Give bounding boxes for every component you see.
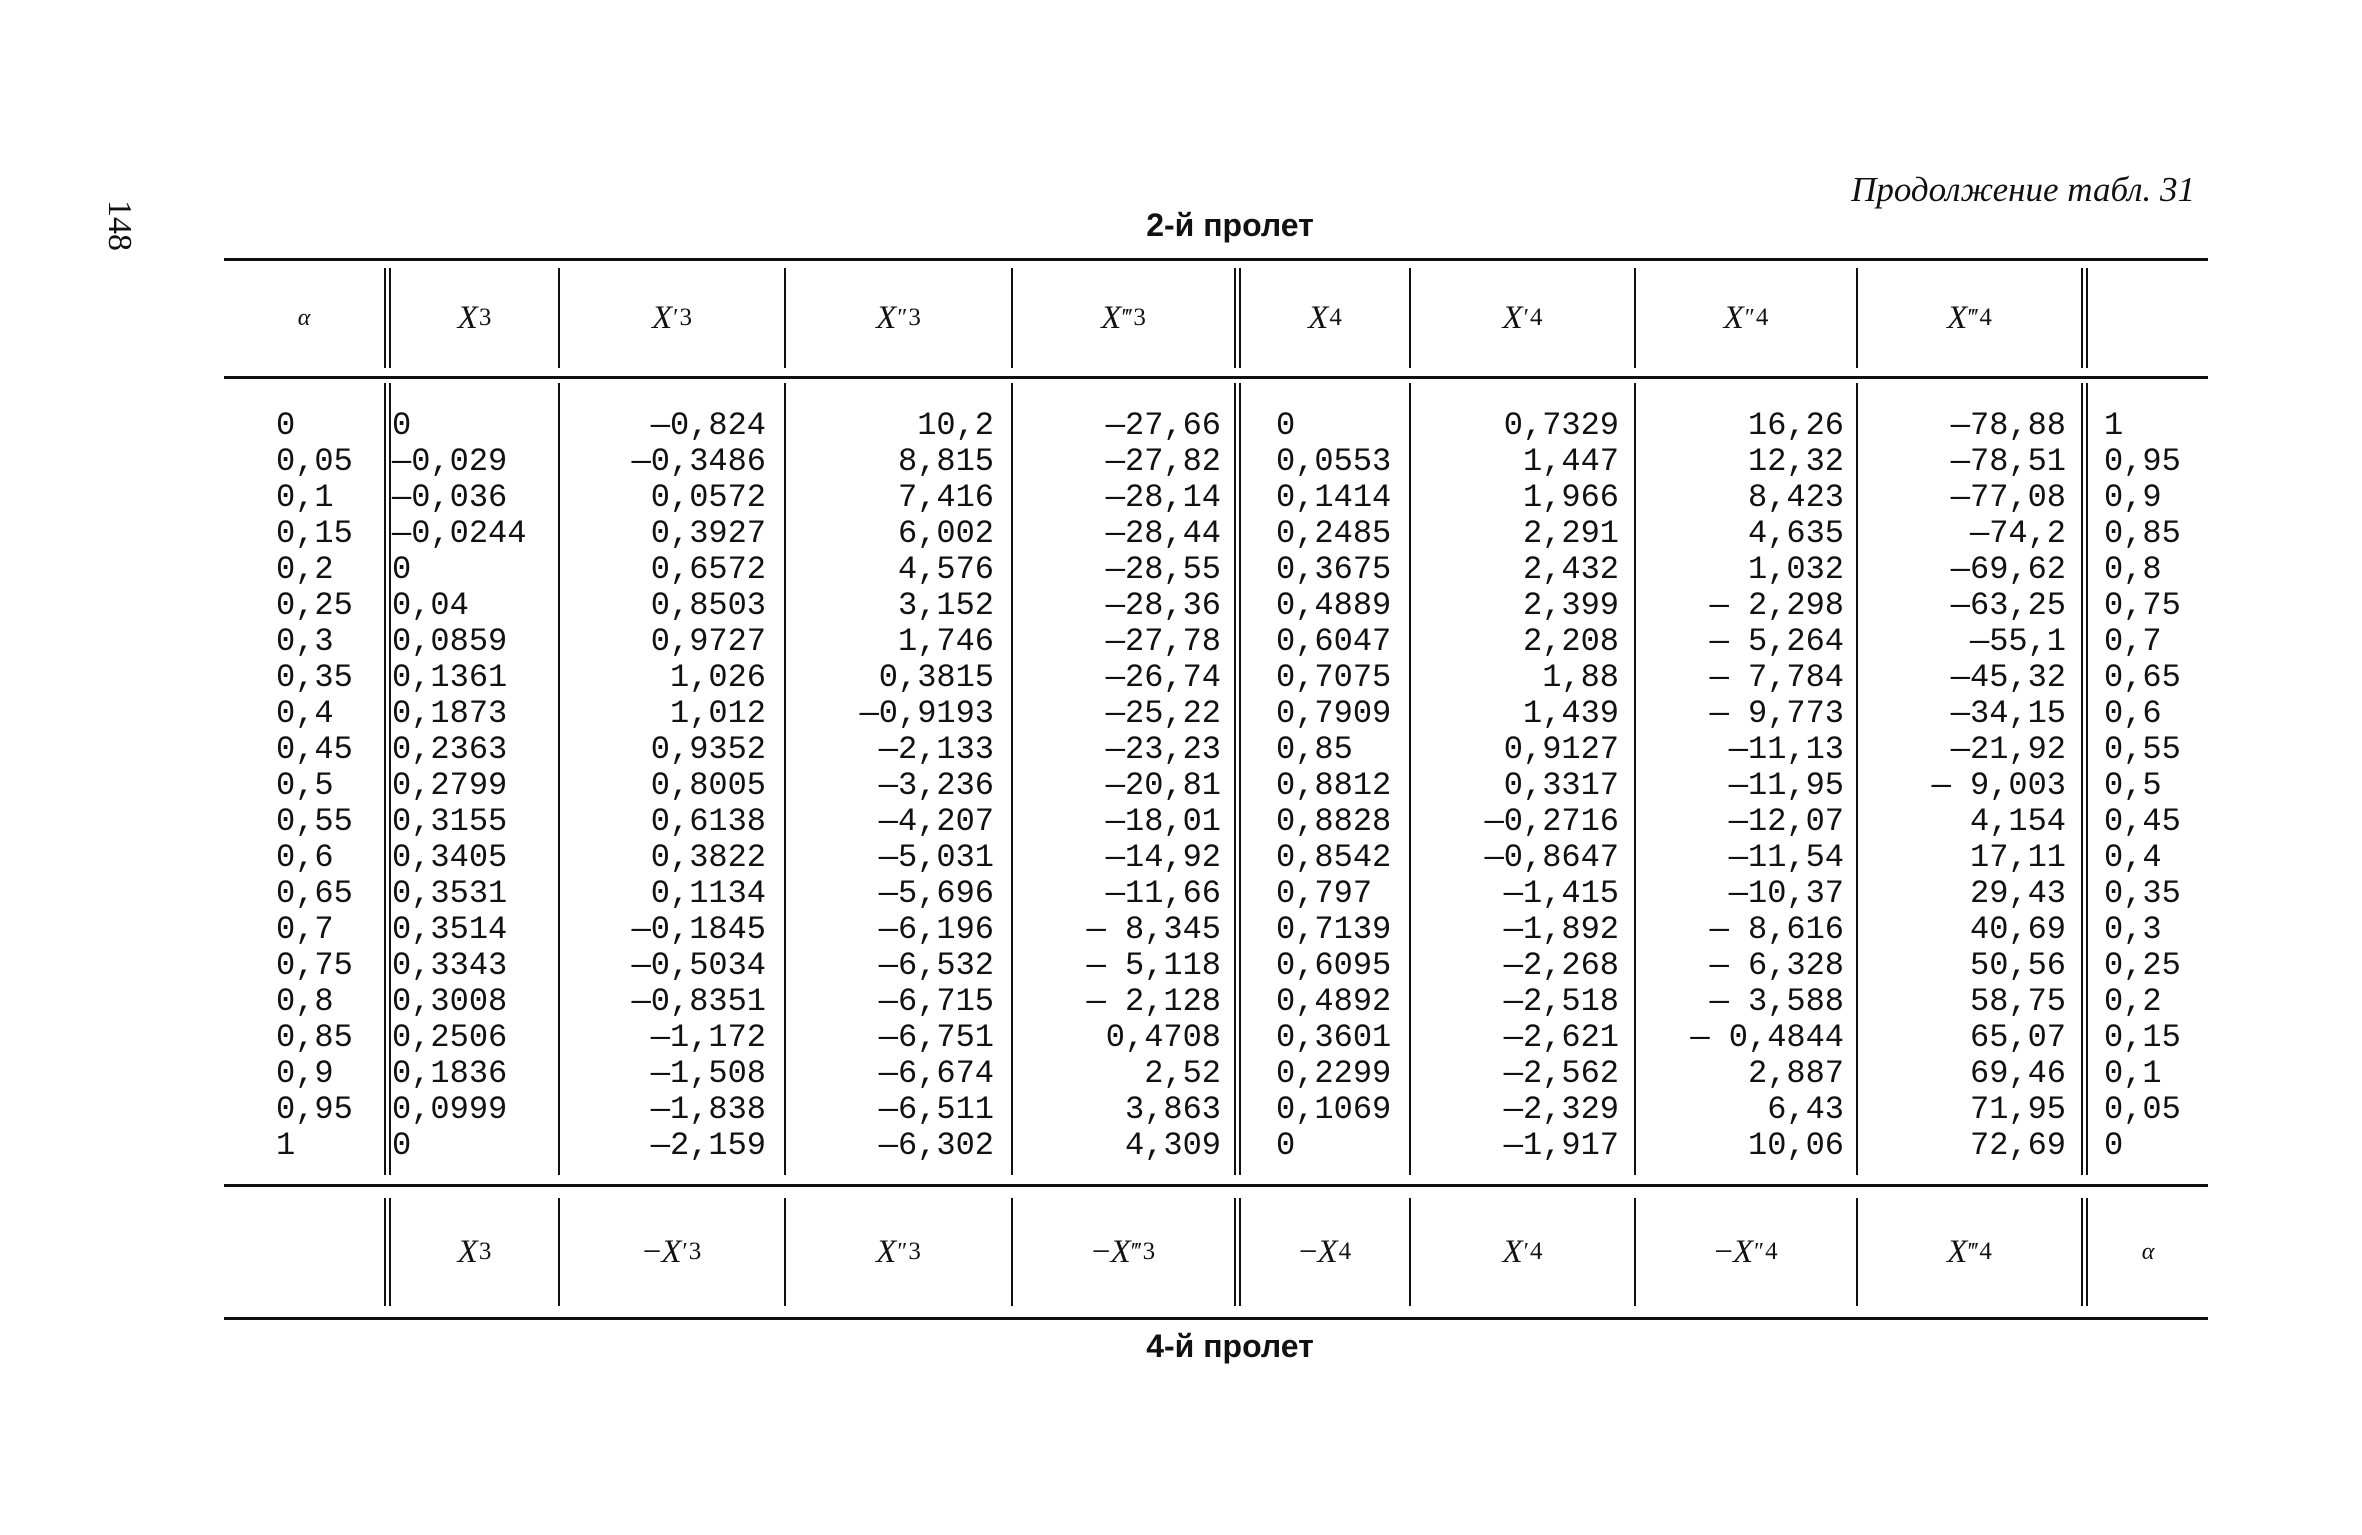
table-cell: 3,152: [897, 587, 994, 624]
table-cell: 72,69: [1969, 1127, 2066, 1164]
table-cell: —6,511: [878, 1091, 994, 1128]
header-x3: X 3: [457, 299, 492, 336]
span-title-top: 2-й пролет: [1146, 207, 1314, 243]
table-cell: 0,0572: [650, 479, 766, 516]
table-cell: 2,399: [1522, 587, 1619, 624]
table-cell: 0,3: [276, 623, 334, 660]
table-continuation-caption: Продолжение табл. 31: [1851, 170, 2195, 209]
column-alpha-reversed: [2104, 408, 2181, 1164]
table-cell: 12,32: [1747, 443, 1844, 480]
table-cell: —11,13: [1728, 731, 1844, 768]
header-x4: X 4: [1308, 299, 1342, 336]
table-cell: 1,746: [897, 623, 994, 660]
table-cell: —2,268: [1503, 947, 1619, 984]
table-cell: 0,0859: [392, 623, 508, 660]
column-divider: [2081, 268, 2088, 368]
column-x4-triple-prime: [1858, 408, 2066, 1164]
table-cell: 1: [2104, 407, 2124, 444]
table-cell: 4,154: [1969, 803, 2066, 840]
footer-neg-x4: − X 4: [1298, 1233, 1352, 1270]
table-cell: —28,55: [1105, 551, 1221, 588]
header-x4-double-prime: X ″ 4: [1723, 299, 1769, 336]
table-cell: 6,002: [897, 515, 994, 552]
table-cell: —28,14: [1105, 479, 1221, 516]
table-cell: —0,0244: [392, 515, 527, 552]
table-cell: 0,7075: [1276, 659, 1392, 696]
table-cell: —4,207: [878, 803, 994, 840]
table-cell: 0,2: [2104, 983, 2162, 1020]
table-cell: 0,3317: [1503, 767, 1619, 804]
table-cell: 2,291: [1522, 515, 1619, 552]
table-cell: 0,3927: [650, 515, 766, 552]
table-cell: 0,1069: [1276, 1091, 1392, 1128]
table-cell: 0: [1276, 1127, 1296, 1164]
table-cell: 0: [392, 551, 412, 588]
table-cell: —55,1: [1969, 623, 2066, 660]
column-x4-double-prime: [1636, 408, 1844, 1164]
table-cell: — 2,298: [1709, 587, 1844, 624]
table-cell: 17,11: [1969, 839, 2066, 876]
table-cell: 0,95: [276, 1091, 353, 1128]
table-cell: 0,1836: [392, 1055, 508, 1092]
footer-x4-triple-prime: X ‴ 4: [1947, 1233, 1992, 1270]
table-cell: 8,815: [897, 443, 994, 480]
table-cell: —6,751: [878, 1019, 994, 1056]
table-rule: [224, 376, 2208, 379]
table-cell: 1,439: [1522, 695, 1619, 732]
table-cell: 0,7329: [1503, 407, 1619, 444]
table-cell: 0,25: [276, 587, 353, 624]
table-cell: —27,66: [1105, 407, 1221, 444]
table-cell: 0,1: [2104, 1055, 2162, 1092]
table-rule: [224, 1184, 2208, 1187]
table-cell: —45,32: [1950, 659, 2066, 696]
data-table: [224, 258, 2208, 1320]
table-cell: 10,2: [917, 407, 994, 444]
table-cell: 0,6: [276, 839, 334, 876]
table-cell: —14,92: [1105, 839, 1221, 876]
table-cell: —10,37: [1728, 875, 1844, 912]
column-x4: [1276, 408, 1391, 1164]
table-cell: 0,9727: [650, 623, 766, 660]
table-cell: —3,236: [878, 767, 994, 804]
table-cell: —20,81: [1105, 767, 1221, 804]
table-cell: 0: [392, 407, 412, 444]
table-cell: — 9,003: [1931, 767, 2066, 804]
table-cell: 0,55: [2104, 731, 2181, 768]
table-cell: 40,69: [1969, 911, 2066, 948]
table-cell: 0,2485: [1276, 515, 1392, 552]
page-number: 148: [101, 200, 138, 251]
header-x3-double-prime: X ″ 3: [876, 299, 921, 336]
table-cell: —6,674: [878, 1055, 994, 1092]
column-divider: [384, 383, 391, 1175]
table-cell: —0,8351: [631, 983, 766, 1020]
header-x4-triple-prime: X ‴ 4: [1947, 299, 1992, 336]
table-cell: 0,45: [2104, 803, 2181, 840]
header-x3-triple-prime: X ‴ 3: [1101, 299, 1146, 336]
table-cell: 0,3601: [1276, 1019, 1392, 1056]
table-cell: 3,863: [1124, 1091, 1221, 1128]
footer-neg-x3-triple-prime: − X ‴ 3: [1091, 1233, 1156, 1270]
table-cell: — 3,588: [1709, 983, 1844, 1020]
table-cell: —34,15: [1950, 695, 2066, 732]
column-divider: [2081, 383, 2088, 1175]
table-cell: —6,302: [878, 1127, 994, 1164]
table-cell: 0,3155: [392, 803, 508, 840]
table-cell: 50,56: [1969, 947, 2066, 984]
span-title-bottom: 4-й пролет: [1146, 1328, 1314, 1364]
table-cell: 0,3815: [878, 659, 994, 696]
table-cell: 8,423: [1747, 479, 1844, 516]
header-x3-prime: X ′ 3: [652, 299, 692, 336]
table-cell: 0,3822: [650, 839, 766, 876]
column-divider: [1234, 383, 1241, 1175]
table-cell: —0,1845: [631, 911, 766, 948]
footer-x4-prime: X ′ 4: [1502, 1233, 1543, 1270]
table-rule: [224, 258, 2208, 261]
table-cell: —6,715: [878, 983, 994, 1020]
table-cell: —5,031: [878, 839, 994, 876]
table-cell: —78,88: [1950, 407, 2066, 444]
table-cell: 1,032: [1747, 551, 1844, 588]
header-alpha: α: [297, 304, 311, 331]
table-cell: 0,85: [276, 1019, 353, 1056]
table-cell: 0,65: [2104, 659, 2181, 696]
table-cell: —5,696: [878, 875, 994, 912]
table-cell: 0,35: [2104, 875, 2181, 912]
footer-neg-x3-prime: − X ′ 3: [642, 1233, 702, 1270]
table-cell: 0,5: [2104, 767, 2162, 804]
table-cell: — 0,4844: [1690, 1019, 1844, 1056]
table-cell: 0,2799: [392, 767, 508, 804]
table-cell: —69,62: [1950, 551, 2066, 588]
table-cell: 0,3405: [392, 839, 508, 876]
table-cell: —0,036: [392, 479, 508, 516]
table-cell: —1,172: [650, 1019, 766, 1056]
table-cell: 0: [2104, 1127, 2124, 1164]
table-cell: —23,23: [1105, 731, 1221, 768]
table-cell: 0,8005: [650, 767, 766, 804]
table-cell: 0,2: [276, 551, 334, 588]
table-cell: —2,562: [1503, 1055, 1619, 1092]
table-cell: 0,35: [276, 659, 353, 696]
table-cell: 0,7909: [1276, 695, 1392, 732]
table-cell: 0,4892: [1276, 983, 1392, 1020]
table-cell: 2,52: [1144, 1055, 1221, 1092]
table-cell: 0,3514: [392, 911, 508, 948]
table-cell: 0,3343: [392, 947, 508, 984]
table-cell: 29,43: [1969, 875, 2066, 912]
table-cell: —2,159: [650, 1127, 766, 1164]
table-cell: —2,518: [1503, 983, 1619, 1020]
table-cell: —1,892: [1503, 911, 1619, 948]
table-cell: 0,9: [2104, 479, 2162, 516]
table-cell: 0,797: [1276, 875, 1373, 912]
table-cell: — 8,616: [1709, 911, 1844, 948]
table-cell: —27,78: [1105, 623, 1221, 660]
table-cell: 0,9: [276, 1055, 334, 1092]
table-cell: —0,3486: [631, 443, 766, 480]
table-cell: 1,026: [669, 659, 766, 696]
table-cell: 0,1873: [392, 695, 508, 732]
table-cell: —12,07: [1728, 803, 1844, 840]
table-cell: —6,196: [878, 911, 994, 948]
table-cell: 0,2506: [392, 1019, 508, 1056]
column-divider: [384, 268, 391, 368]
column-x3-prime: [560, 408, 766, 1164]
table-cell: —27,82: [1105, 443, 1221, 480]
column-alpha: [276, 408, 353, 1164]
column-x4-prime: [1411, 408, 1619, 1164]
table-cell: 0,9352: [650, 731, 766, 768]
table-cell: 0,4: [2104, 839, 2162, 876]
table-cell: —28,36: [1105, 587, 1221, 624]
table-cell: —21,92: [1950, 731, 2066, 768]
table-cell: 71,95: [1969, 1091, 2066, 1128]
table-cell: 6,43: [1767, 1091, 1844, 1128]
table-cell: 0,75: [2104, 587, 2181, 624]
table-cell: —11,66: [1105, 875, 1221, 912]
column-divider: [1234, 1198, 1241, 1306]
table-cell: 0,15: [2104, 1019, 2181, 1056]
table-cell: 1,447: [1522, 443, 1619, 480]
table-cell: 4,576: [897, 551, 994, 588]
table-cell: 0,45: [276, 731, 353, 768]
table-cell: 0,85: [2104, 515, 2181, 552]
table-cell: 0,3008: [392, 983, 508, 1020]
table-cell: 0,3675: [1276, 551, 1392, 588]
table-cell: 0,0999: [392, 1091, 508, 1128]
table-cell: 0,7: [276, 911, 334, 948]
table-cell: 0,6047: [1276, 623, 1392, 660]
table-cell: 0,6: [2104, 695, 2162, 732]
table-cell: 2,208: [1522, 623, 1619, 660]
table-cell: 0,0553: [1276, 443, 1392, 480]
table-cell: 0: [276, 407, 296, 444]
table-cell: — 5,118: [1086, 947, 1221, 984]
table-cell: 0,6572: [650, 551, 766, 588]
table-cell: 0,8: [2104, 551, 2162, 588]
table-cell: 0,65: [276, 875, 353, 912]
table-cell: — 9,773: [1709, 695, 1844, 732]
table-cell: —0,5034: [631, 947, 766, 984]
table-cell: 2,887: [1747, 1055, 1844, 1092]
table-cell: —2,329: [1503, 1091, 1619, 1128]
table-cell: 0,6095: [1276, 947, 1392, 984]
table-cell: —11,95: [1728, 767, 1844, 804]
table-cell: —1,838: [650, 1091, 766, 1128]
footer-x3: X 3: [457, 1233, 492, 1270]
table-cell: 0,8542: [1276, 839, 1392, 876]
table-cell: 0,05: [276, 443, 353, 480]
table-cell: —0,9193: [859, 695, 994, 732]
table-cell: 65,07: [1969, 1019, 2066, 1056]
table-cell: —2,133: [878, 731, 994, 768]
footer-x3-double-prime: X ″ 3: [876, 1233, 921, 1270]
column-divider: [384, 1198, 391, 1306]
table-cell: —11,54: [1728, 839, 1844, 876]
table-cell: 69,46: [1969, 1055, 2066, 1092]
table-cell: —0,029: [392, 443, 508, 480]
table-cell: —63,25: [1950, 587, 2066, 624]
table-cell: — 2,128: [1086, 983, 1221, 1020]
table-cell: 4,309: [1124, 1127, 1221, 1164]
table-cell: 0,15: [276, 515, 353, 552]
table-cell: 0,25: [2104, 947, 2181, 984]
table-cell: 0,6138: [650, 803, 766, 840]
table-rule: [224, 1317, 2208, 1320]
table-cell: 0,05: [2104, 1091, 2181, 1128]
table-cell: 0,2299: [1276, 1055, 1392, 1092]
table-cell: —28,44: [1105, 515, 1221, 552]
footer-alpha: α: [2141, 1238, 2155, 1265]
table-cell: — 6,328: [1709, 947, 1844, 984]
table-cell: 58,75: [1969, 983, 2066, 1020]
table-cell: 10,06: [1747, 1127, 1844, 1164]
table-cell: 2,432: [1522, 551, 1619, 588]
table-cell: 0,4: [276, 695, 334, 732]
table-cell: 4,635: [1747, 515, 1844, 552]
table-cell: 0,8812: [1276, 767, 1392, 804]
table-cell: —1,917: [1503, 1127, 1619, 1164]
table-cell: —1,415: [1503, 875, 1619, 912]
table-cell: 0,9127: [1503, 731, 1619, 768]
table-cell: —6,532: [878, 947, 994, 984]
table-cell: 0,2363: [392, 731, 508, 768]
table-cell: 0,1414: [1276, 479, 1392, 516]
table-cell: 1: [276, 1127, 296, 1164]
table-cell: 0,4889: [1276, 587, 1392, 624]
table-cell: 0,85: [1276, 731, 1353, 768]
table-cell: 0,1361: [392, 659, 508, 696]
column-x3: [392, 408, 526, 1164]
table-cell: 0,8503: [650, 587, 766, 624]
table-cell: 0,4708: [1105, 1019, 1221, 1056]
table-cell: 0,8828: [1276, 803, 1392, 840]
table-cell: —26,74: [1105, 659, 1221, 696]
table-cell: —18,01: [1105, 803, 1221, 840]
table-cell: 0: [392, 1127, 412, 1164]
header-x4-prime: X ′ 4: [1502, 299, 1543, 336]
table-cell: — 8,345: [1086, 911, 1221, 948]
table-cell: —77,08: [1950, 479, 2066, 516]
table-cell: —0,824: [650, 407, 766, 444]
column-divider: [2081, 1198, 2088, 1306]
table-cell: 0,04: [392, 587, 469, 624]
table-cell: —2,621: [1503, 1019, 1619, 1056]
column-x3-triple-prime: [1013, 408, 1221, 1164]
table-cell: 16,26: [1747, 407, 1844, 444]
column-divider: [1234, 268, 1241, 368]
table-cell: 0,7: [2104, 623, 2162, 660]
table-cell: 0,8: [276, 983, 334, 1020]
table-cell: 0: [1276, 407, 1296, 444]
table-cell: 0,75: [276, 947, 353, 984]
table-cell: —0,8647: [1484, 839, 1619, 876]
table-cell: 1,012: [669, 695, 766, 732]
table-cell: —0,2716: [1484, 803, 1619, 840]
table-cell: 0,5: [276, 767, 334, 804]
column-x3-double-prime: [786, 408, 994, 1164]
table-cell: 1,966: [1522, 479, 1619, 516]
table-cell: —74,2: [1969, 515, 2066, 552]
footer-neg-x4-double-prime: − X ″ 4: [1714, 1233, 1778, 1270]
table-cell: 0,1: [276, 479, 334, 516]
table-cell: 0,55: [276, 803, 353, 840]
table-cell: 0,3: [2104, 911, 2162, 948]
table-cell: — 7,784: [1709, 659, 1844, 696]
table-cell: —78,51: [1950, 443, 2066, 480]
table-cell: 0,95: [2104, 443, 2181, 480]
table-cell: — 5,264: [1709, 623, 1844, 660]
table-cell: 0,7139: [1276, 911, 1392, 948]
table-cell: 0,1134: [650, 875, 766, 912]
table-cell: 0,3531: [392, 875, 508, 912]
table-cell: 1,88: [1542, 659, 1619, 696]
table-cell: —25,22: [1105, 695, 1221, 732]
table-cell: —1,508: [650, 1055, 766, 1092]
table-cell: 7,416: [897, 479, 994, 516]
